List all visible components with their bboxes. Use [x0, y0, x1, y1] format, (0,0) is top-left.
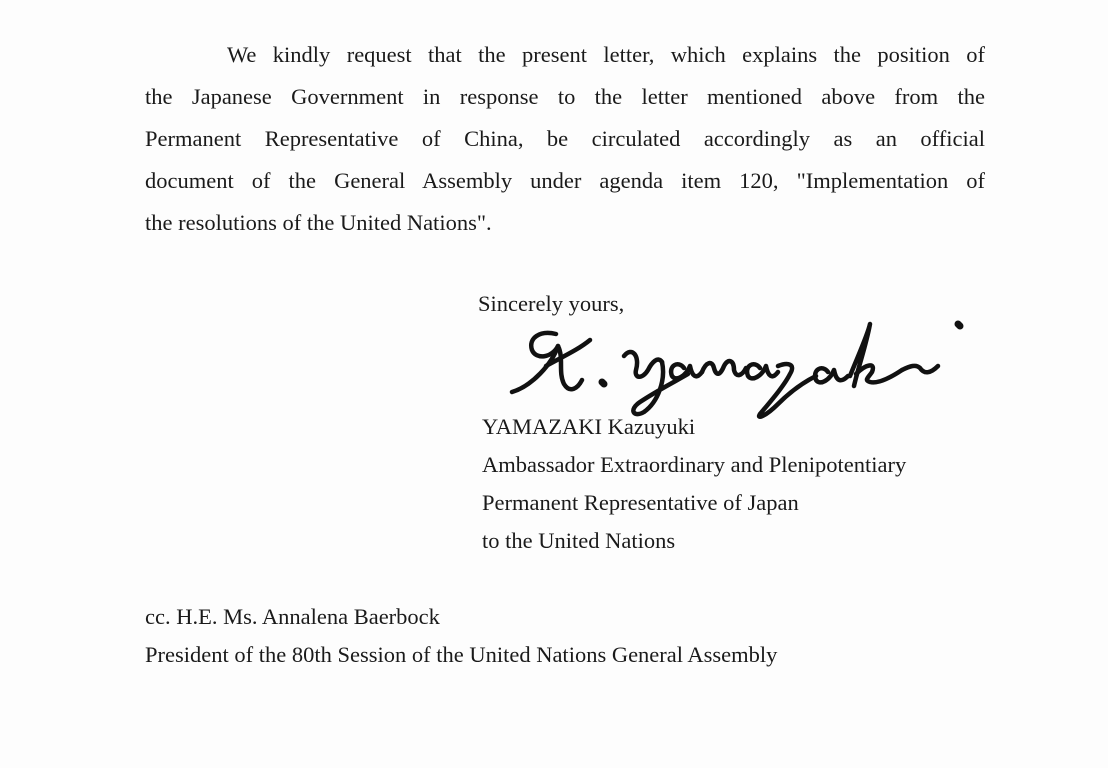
cc-recipient: cc. H.E. Ms. Annalena Baerbock: [145, 604, 440, 629]
closing-salutation: Sincerely yours,: [478, 291, 625, 316]
paragraph-line: Permanent Representative of China, be circulated accordingly as an official: [145, 126, 985, 151]
paragraph-line: We kindly request that the present letter, which explains the position of: [227, 42, 985, 67]
cc-block: [145, 600, 925, 676]
paragraph-line: the Japanese Government in response to the letter mentioned above from the: [145, 84, 985, 109]
cc-recipient-title: President of the 80th Session of the United Nations General Assembly: [145, 642, 778, 667]
paragraph-line: document of the General Assembly under agenda item 120, "Implementation of: [145, 168, 985, 193]
handwritten-signature: [498, 316, 978, 420]
signer-position: Permanent Representative of Japan: [482, 490, 799, 515]
signer-name: YAMAZAKI Kazuyuki: [482, 414, 696, 439]
signer-block: [482, 410, 1002, 562]
signer-title: Ambassador Extraordinary and Plenipotentiary: [482, 452, 907, 477]
paragraph-line: the resolutions of the United Nations".: [145, 210, 492, 235]
signer-organization: to the United Nations: [482, 528, 676, 553]
request-paragraph: [145, 37, 985, 247]
